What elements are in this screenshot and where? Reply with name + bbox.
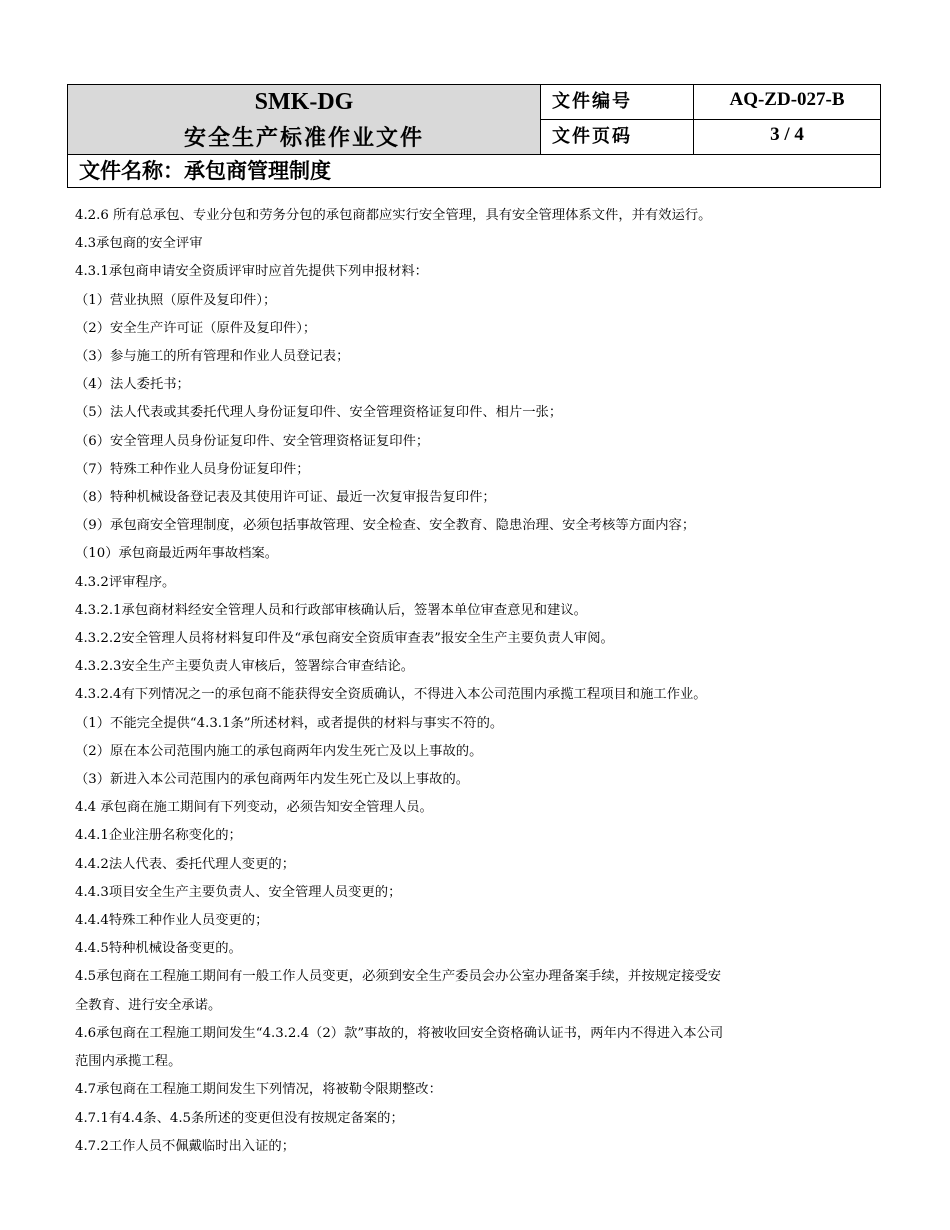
text-line: 4.5承包商在工程施工期间有一般工作人员变更，必须到安全生产委员会办公室办理备案手续，并按规定接受安 — [75, 969, 722, 985]
text-line: 4.7承包商在工程施工期间发生下列情况，将被勒令限期整改： — [75, 1082, 442, 1098]
text-line: 4.4.2法人代表、委托代理人变更的； — [75, 856, 295, 872]
text-line: 4.3.2评审程序。 — [75, 574, 176, 590]
document-type: 安全生产标准作业文件 — [183, 125, 424, 151]
text-line: 4.4.5特种机械设备变更的。 — [75, 941, 242, 957]
text-line: （1）不能完全提供“4.3.1条”所述材料，或者提供的材料与事实不符的。 — [75, 715, 504, 731]
document-number-label: 文件编号 — [541, 85, 694, 120]
file-name: 文件名称：承包商管理制度 — [79, 158, 331, 183]
text-line: （9）承包商安全管理制度，必须包括事故管理、安全检查、安全教育、隐患治理、安全考核等方面内容； — [75, 518, 696, 534]
text-line: 4.4.1企业注册名称变化的； — [75, 828, 242, 844]
text-line: 4.3.1承包商申请安全资质评审时应首先提供下列申报材料： — [75, 264, 428, 280]
text-line: 范围内承揽工程。 — [75, 1054, 182, 1070]
text-line: 全教育、进行安全承诺。 — [75, 997, 222, 1013]
text-line: （2）安全生产许可证（原件及复印件）； — [75, 320, 317, 336]
text-line: （5）法人代表或其委托代理人身份证复印件、安全管理资格证复印件、相片一张； — [75, 405, 563, 421]
text-line: 4.4.4特殊工种作业人员变更的； — [75, 913, 269, 929]
text-line: （8）特种机械设备登记表及其使用许可证、最近一次复审报告复印件； — [75, 490, 496, 506]
text-line: （6）安全管理人员身份证复印件、安全管理资格证复印件； — [75, 433, 430, 449]
text-line: 4.3.2.1承包商材料经安全管理人员和行政部审核确认后，签署本单位审查意见和建议。 — [75, 602, 587, 618]
text-line: （3）新进入本公司范围内的承包商两年内发生死亡及以上事故的。 — [75, 772, 470, 788]
text-line: 4.3.2.3安全生产主要负责人审核后，签署综合审查结论。 — [75, 659, 415, 675]
text-line: （7）特殊工种作业人员身份证复印件； — [75, 461, 310, 477]
text-line: 4.7.1有4.4条、4.5条所述的变更但没有按规定备案的； — [75, 1110, 404, 1126]
text-line: （4）法人委托书； — [75, 377, 190, 393]
text-line: 4.4.3项目安全生产主要负责人、安全管理人员变更的； — [75, 884, 402, 900]
page-number-value: 3 / 4 — [694, 120, 880, 155]
text-line: 4.4 承包商在施工期间有下列变动，必须告知安全管理人员。 — [75, 800, 433, 816]
text-line: （1）营业执照（原件及复印件）； — [75, 292, 277, 308]
page-number-label: 文件页码 — [541, 120, 694, 155]
text-line: （2）原在本公司范围内施工的承包商两年内发生死亡及以上事故的。 — [75, 743, 483, 759]
document-body — [75, 202, 880, 1161]
company-code: SMK-DG — [254, 89, 354, 115]
text-line: 4.6承包商在工程施工期间发生“4.3.2.4（2）款”事故的，将被收回安全资格确认证书，两年内不得进入本公司 — [75, 1025, 724, 1041]
header-table — [67, 84, 881, 188]
text-line: 4.3.2.2安全管理人员将材料复印件及“承包商安全资质审查表”报安全生产主要负责人审阅。 — [75, 631, 614, 647]
text-line: 4.7.2工作人员不佩戴临时出入证的； — [75, 1138, 295, 1154]
title-cell — [68, 85, 541, 155]
text-line: 4.3承包商的安全评审 — [75, 236, 203, 252]
text-line: （3）参与施工的所有管理和作业人员登记表； — [75, 349, 350, 365]
text-line: 4.3.2.4有下列情况之一的承包商不能获得安全资质确认，不得进入本公司范围内承揽工程项目和施工作业。 — [75, 687, 707, 703]
text-line: （10）承包商最近两年事故档案。 — [75, 546, 279, 562]
document-number-value: AQ-ZD-027-B — [694, 85, 880, 120]
text-line: 4.2.6 所有总承包、专业分包和劳务分包的承包商都应实行安全管理，具有安全管理体系文件，并有效运行。 — [75, 208, 712, 223]
